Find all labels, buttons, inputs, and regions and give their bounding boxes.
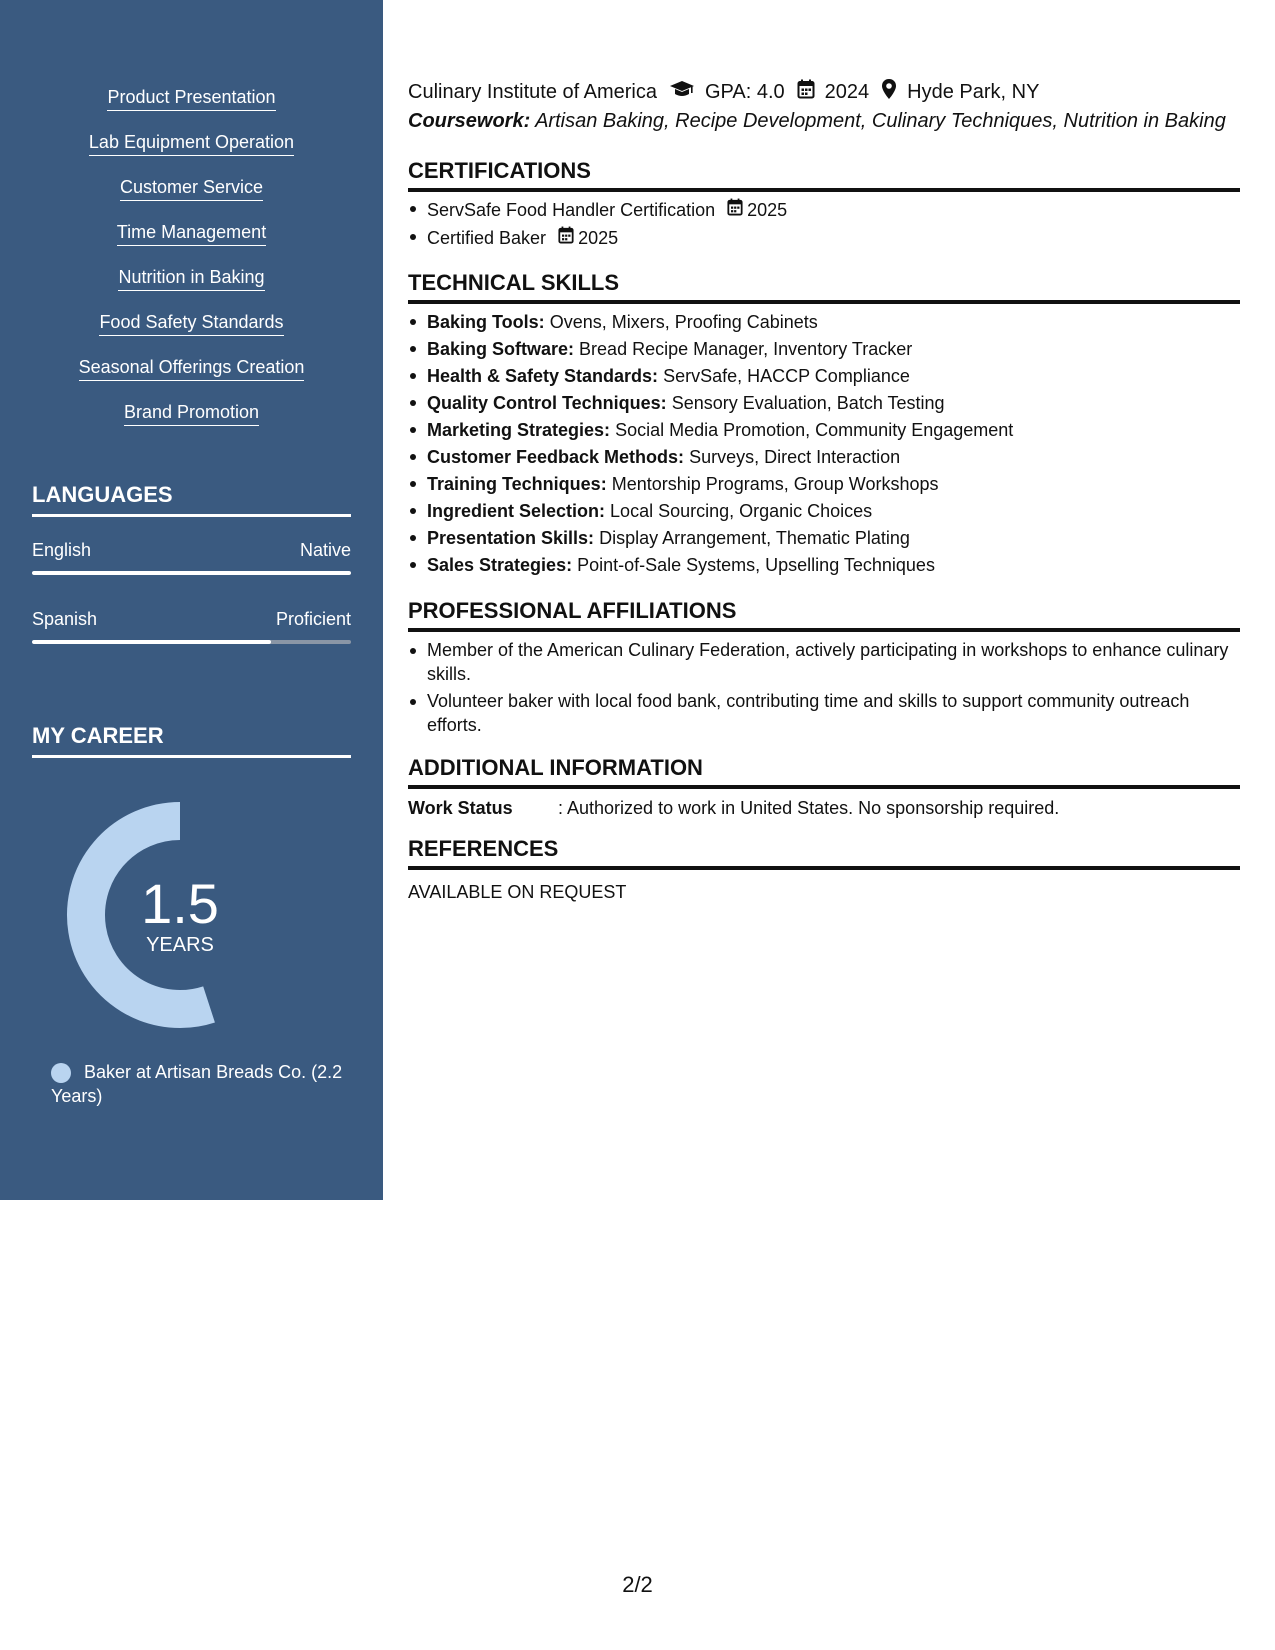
skill-item	[0, 266, 383, 291]
technical-skill-value: Local Sourcing, Organic Choices	[610, 501, 873, 521]
skill-label: Customer Service	[120, 176, 263, 201]
affiliations-list	[408, 638, 1240, 740]
calendar-icon	[558, 224, 574, 252]
technical-skill-label: Customer Feedback Methods:	[427, 447, 685, 467]
technical-skill-label: Sales Strategies:	[427, 555, 573, 575]
skill-label: Brand Promotion	[124, 401, 259, 426]
sidebar	[0, 0, 383, 1200]
language-level: Native	[299, 540, 351, 560]
certification-year: 2025	[747, 200, 788, 220]
coursework-label: Coursework:	[408, 110, 531, 132]
language-level: Proficient	[275, 609, 351, 629]
skill-item	[0, 86, 383, 111]
language-proficiency-bar	[32, 640, 351, 644]
technical-skill-value: Bread Recipe Manager, Inventory Tracker	[579, 339, 913, 359]
skill-item	[0, 311, 383, 336]
skill-label: Lab Equipment Operation	[89, 131, 294, 156]
technical-skill-item	[408, 471, 1240, 498]
technical-skill-label: Baking Software:	[427, 339, 575, 359]
gpa: GPA: 4.0	[705, 80, 785, 103]
skill-item	[0, 131, 383, 156]
technical-skill-value: Sensory Evaluation, Batch Testing	[671, 393, 945, 413]
technical-skill-value: Social Media Promotion, Community Engagement	[615, 420, 1014, 440]
technical-skill-label: Presentation Skills:	[427, 528, 595, 548]
certifications-list	[408, 196, 1240, 252]
work-status-label: Work Status	[408, 798, 513, 818]
calendar-icon	[727, 196, 743, 224]
skill-item	[0, 401, 383, 426]
career-heading: MY CAREER	[32, 723, 351, 758]
technical-skill-label: Ingredient Selection:	[427, 501, 606, 521]
technical-skill-item	[408, 390, 1240, 417]
skill-label: Food Safety Standards	[99, 311, 283, 336]
technical-skill-label: Quality Control Techniques:	[427, 393, 667, 413]
career-gauge	[60, 795, 300, 1035]
languages-heading: LANGUAGES	[32, 482, 351, 517]
certification-year: 2025	[578, 228, 619, 248]
skill-label: Seasonal Offerings Creation	[79, 356, 305, 381]
skill-item	[0, 176, 383, 201]
technical-skills-heading: TECHNICAL SKILLS	[408, 270, 1240, 304]
work-status-value: : Authorized to work in United States. No sponsorship required.	[558, 798, 1060, 818]
technical-skills-list	[408, 309, 1240, 579]
technical-skill-item	[408, 525, 1240, 552]
affiliations-heading: PROFESSIONAL AFFILIATIONS	[408, 598, 1240, 632]
affiliation-item: Member of the American Culinary Federation, actively participating in workshops to enhance culinary skills.	[408, 638, 1240, 686]
technical-skill-value: Ovens, Mixers, Proofing Cabinets	[549, 312, 818, 332]
language-proficiency-bar	[32, 571, 351, 575]
language-name: Spanish	[32, 609, 98, 629]
certifications-heading: CERTIFICATIONS	[408, 158, 1240, 192]
career-legend-text: Baker at Artisan Breads Co. (2.2 Years)	[51, 1062, 343, 1106]
school-name: Culinary Institute of America	[408, 80, 657, 103]
coursework-list: Artisan Baking, Recipe Development, Culinary Techniques, Nutrition in Baking	[535, 110, 1226, 132]
technical-skill-item	[408, 498, 1240, 525]
skill-label: Nutrition in Baking	[118, 266, 264, 291]
technical-skill-item	[408, 552, 1240, 579]
career-total-value: 1.5	[141, 872, 219, 935]
coursework	[408, 110, 1226, 133]
certification-name: Certified Baker	[427, 228, 547, 248]
graduation-cap-icon	[669, 80, 695, 104]
skill-item	[0, 356, 383, 381]
calendar-icon	[797, 79, 815, 105]
career-total-unit: YEARS	[146, 934, 214, 956]
education-line	[408, 78, 1039, 106]
technical-skill-label: Training Techniques:	[427, 474, 607, 494]
school-location: Hyde Park, NY	[907, 80, 1040, 103]
page-number: 2/2	[622, 1572, 653, 1597]
technical-skill-label: Baking Tools:	[427, 312, 545, 332]
skill-label: Time Management	[117, 221, 266, 246]
references-text: AVAILABLE ON REQUEST	[408, 882, 627, 902]
technical-skill-item	[408, 363, 1240, 390]
technical-skill-value: Display Arrangement, Thematic Plating	[599, 528, 910, 548]
technical-skill-label: Health & Safety Standards:	[427, 366, 659, 386]
certification-item	[408, 196, 1240, 224]
technical-skill-label: Marketing Strategies:	[427, 420, 611, 440]
technical-skill-value: Surveys, Direct Interaction	[689, 447, 901, 467]
technical-skill-value: ServSafe, HACCP Compliance	[663, 366, 910, 386]
map-pin-icon	[881, 78, 897, 106]
technical-skill-value: Mentorship Programs, Group Workshops	[611, 474, 939, 494]
technical-skill-value: Point-of-Sale Systems, Upselling Techniques	[577, 555, 935, 575]
language-proficiency-fill	[32, 640, 271, 644]
technical-skill-item	[408, 336, 1240, 363]
technical-skill-item	[408, 309, 1240, 336]
references-heading: REFERENCES	[408, 836, 1240, 870]
skill-item	[0, 221, 383, 246]
language-proficiency-fill	[32, 571, 351, 575]
language-name: English	[32, 540, 92, 560]
skill-label: Product Presentation	[107, 86, 275, 111]
technical-skill-item	[408, 444, 1240, 471]
affiliation-item: Volunteer baker with local food bank, contributing time and skills to support community outreach efforts.	[408, 689, 1240, 737]
technical-skill-item	[408, 417, 1240, 444]
certification-name: ServSafe Food Handler Certification	[427, 200, 716, 220]
certification-item	[408, 224, 1240, 252]
work-status	[408, 798, 1059, 819]
additional-info-heading: ADDITIONAL INFORMATION	[408, 755, 1240, 789]
graduation-year: 2024	[824, 80, 870, 103]
